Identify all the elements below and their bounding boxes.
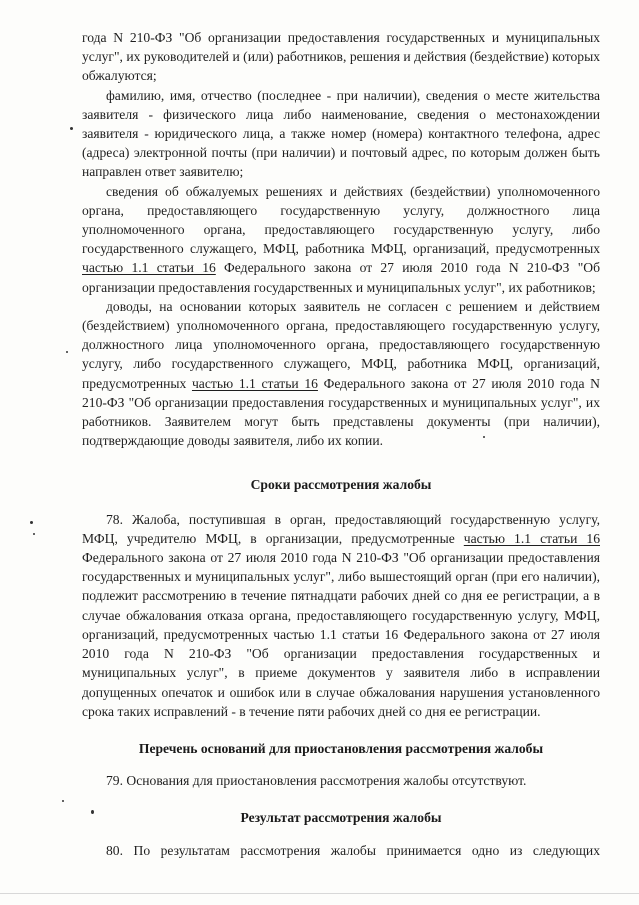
paragraph-continuation: года N 210-ФЗ "Об организации предоставления государственных и муниципальных услуг", их руководителей и (или) работников, решения и действия (бездействие) которых обжалуются; xyxy=(82,30,600,84)
law-reference-link[interactable]: частью 1.1 статьи 16 xyxy=(191,375,318,391)
paragraph-text: сведения об обжалуемых решениях и действиях (бездействии) уполномоченного органа, предоставляющего государственную услугу, должностного лица уполномоченного органа, предоставляющего государственную услугу, либо государственного служащего, МФЦ, работника МФЦ, организаций, предусмотренных xyxy=(82,183,600,257)
scan-speck xyxy=(30,521,33,524)
paragraph-arguments xyxy=(82,297,600,451)
page-bottom-edge xyxy=(0,893,639,894)
paragraph-text: 78. Жалоба, поступившая в орган, предоставляющий государственную услугу, МФЦ, учредителю МФЦ, в организации, предусмотренные xyxy=(82,511,600,546)
scan-speck xyxy=(66,351,68,353)
paragraph-text: Федерального закона от 27 июля 2010 года N 210-ФЗ "Об организации предоставления государственных и муниципальных услуг", их работников. Заявителем могут быть представлены документы (при наличии), подтверждающие доводы заявителя, либо их копии. xyxy=(82,375,600,449)
paragraph-80: 80. По результатам рассмотрения жалобы принимается одно из следующих xyxy=(106,842,600,858)
scan-speck xyxy=(483,436,485,438)
paragraph-text: доводы, на основании которых заявитель не согласен с решением и действием (бездействием) уполномоченного органа, предоставляющего государственную услугу, должностного лица уполномоченного органа, предоставляющего государственную услугу, либо государственного служащего, МФЦ, работника МФЦ, организаций, предусмотренных xyxy=(82,298,600,391)
document-body xyxy=(82,28,600,860)
paragraph-text: Федерального закона от 27 июля 2010 года N 210-ФЗ "Об организации предоставления государственных и муниципальных услуг", их работников; xyxy=(82,260,600,295)
section-heading-suspension-grounds: Перечень оснований для приостановления рассмотрения жалобы xyxy=(138,740,544,756)
law-reference-link[interactable]: частью 1.1 статьи 16 xyxy=(463,530,600,546)
section-heading-review-period: Сроки рассмотрения жалобы xyxy=(250,477,432,493)
paragraph-appealed-decisions xyxy=(82,182,600,297)
scan-speck xyxy=(70,127,73,130)
paragraph-78 xyxy=(82,510,600,721)
paragraph-79: 79. Основания для приостановления рассмотрения жалобы отсутствуют. xyxy=(106,773,527,789)
law-reference-link[interactable]: частью 1.1 статьи 16 xyxy=(82,260,216,276)
scan-speck xyxy=(91,810,94,814)
scan-speck xyxy=(33,533,35,535)
scan-speck xyxy=(62,800,64,802)
section-heading-review-result: Результат рассмотрения жалобы xyxy=(240,810,442,826)
paragraph-applicant-details: фамилию, имя, отчество (последнее - при наличии), сведения о месте жительства заявителя - физического лица либо наименование, сведения о местонахождении заявителя - юридического лица, а также номер (номера) контактного телефона, адрес (адреса) электронной почты (при наличии) и почтовый адрес, по которым должен быть направлен ответ заявителю; xyxy=(82,87,600,180)
paragraph-text: Федерального закона от 27 июля 2010 года N 210-ФЗ "Об организации предоставления государственных и муниципальных услуг", либо вышестоящий орган (при его наличии), подлежит рассмотрению в течение пятнадцати рабочих дней со дня ее регистрации, а в случае обжалования отказа органа, предоставляющего государственную услугу, МФЦ, организаций, предусмотренных частью 1.1 статьи 16 Федерального закона от 27 июля 2010 года N 210-ФЗ "Об организации предоставления государственных и муниципальных услуг", в приеме документов у заявителя либо в исправлении допущенных опечаток и ошибок или в случае обжалования нарушения установленного срока таких исправлений - в течение пяти рабочих дней со дня ее регистрации. xyxy=(82,550,600,719)
